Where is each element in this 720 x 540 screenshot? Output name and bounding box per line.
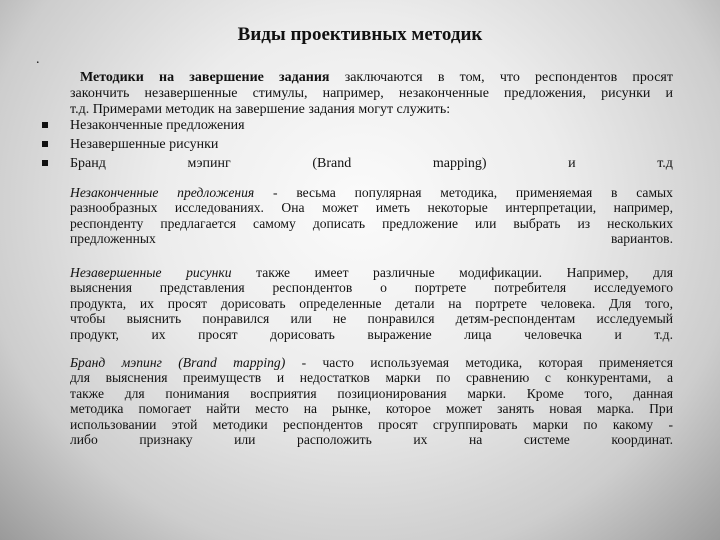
square-bullet-icon xyxy=(42,141,48,147)
p1-line-3: респонденту предлагается самому дописать предложение или выбрать из нескольких xyxy=(70,215,673,231)
p1-line-4-end: вариантов. xyxy=(610,231,673,247)
intro-line-2: закончить незавершенные стимулы, например, незаконченные предложения, рисунки и xyxy=(70,86,673,101)
slide-title: Виды проективных методик xyxy=(237,24,483,45)
bullet-item-3 xyxy=(70,156,673,172)
intro-line-3: т.д. Примерами методик на завершение задания могут служить: xyxy=(70,102,451,117)
bullet-3-word: mapping) xyxy=(432,156,487,171)
p2-line-2: выяснения представления респондентов о портрете потребителя исследуемого xyxy=(70,280,673,296)
p2-line-5: продукт, их просят дорисовать выражение лица человечка и т.д. xyxy=(70,326,673,342)
p2-line-1-rest: также имеет различные модификации. Например, для xyxy=(256,265,673,280)
p2-line-4: чтобы выяснить понравился или не понравился детям-респондентам исследуемый xyxy=(70,311,673,327)
intro-bold-term: Методики на завершение задания xyxy=(80,70,330,85)
square-bullet-icon xyxy=(42,122,48,128)
p3-line-3: также для понимания восприятия позиционирования марки. Кроме того, данная xyxy=(70,385,673,401)
p3-line-2: для выяснения преимуществ и недостатков марки по сравнению с конкурентами, а xyxy=(70,370,673,386)
lead-dot: . xyxy=(36,52,40,67)
intro-line-1 xyxy=(80,70,673,86)
p2-italic-term: Незавершенные рисунки xyxy=(70,265,232,280)
square-bullet-icon xyxy=(42,160,48,166)
bullet-3-word: и xyxy=(568,156,576,171)
bullet-item-1: Незаконченные предложения xyxy=(70,118,245,133)
paragraph-unfinished-drawings xyxy=(70,265,673,342)
p2-line-1 xyxy=(70,265,673,280)
bullet-3-word: Бранд xyxy=(70,156,106,171)
intro-line-1-rest: заключаются в том, что респондентов просят xyxy=(344,70,673,85)
p1-line-2: разнообразных исследованиях. Она может иметь некоторые интерпретации, например, xyxy=(70,200,673,216)
p3-line-5: использовании этой методики респондентов просят сгруппировать марки по какому - xyxy=(70,416,673,432)
p3-italic-term: Бранд мэпинг (Brand mapping) xyxy=(70,355,286,370)
bullet-item-2: Незавершенные рисунки xyxy=(70,137,219,152)
bullet-3-word: мэпинг xyxy=(187,156,231,171)
p3-line-4: методика помогает найти место на рынке, которое может занять новая марка. При xyxy=(70,401,673,417)
bullet-3-word: т.д xyxy=(657,156,673,171)
p1-italic-term: Незаконченные предложения xyxy=(70,185,255,200)
bullet-3-word: (Brand xyxy=(312,156,352,171)
p1-line-4 xyxy=(70,231,673,246)
paragraph-brand-mapping xyxy=(70,355,673,447)
p2-line-3: продукта, их просят дорисовать определенные детали на портрете человека. Для того, xyxy=(70,295,673,311)
p1-line-4-start: предложенных xyxy=(70,231,156,247)
p3-line-1 xyxy=(70,355,673,370)
p3-line-6: либо признаку или расположить их на системе координат. xyxy=(70,432,673,448)
p3-line-1-rest: - часто используемая методика, которая применяется xyxy=(301,355,673,370)
p1-line-1 xyxy=(70,185,673,200)
p1-line-1-rest: - весьма популярная методика, применяемая в самых xyxy=(273,185,673,200)
paragraph-unfinished-sentences xyxy=(70,185,673,247)
